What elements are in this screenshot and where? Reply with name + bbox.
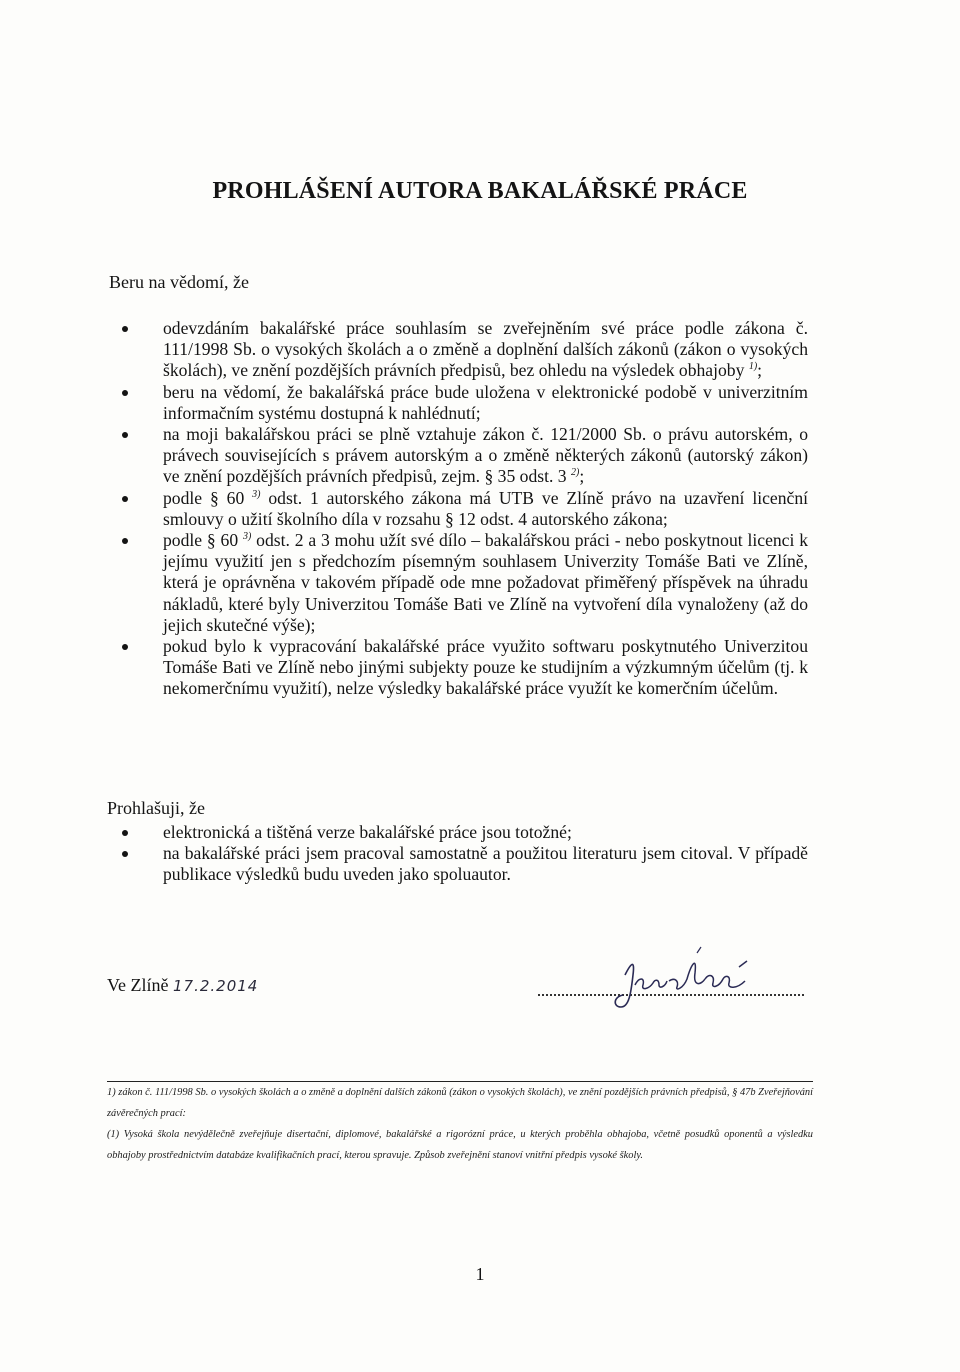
place-label: Ve Zlíně [107, 975, 169, 995]
list-item: na moji bakalářskou práci se plně vztahuje zákon č. 121/2000 Sb. o právu autorském, o právech souvisejících s právem autorským a o změně některých zákonů (autorský zákon) ve znění pozdějších právních předpisů, zejm. § 35 odst. 3 $^{2)}$; [118, 424, 808, 488]
footnote-2: (1) Vysoká škola nevýdělečně zveřejňuje disertační, diplomové, bakalářské a rigorózní práce, u kterých proběhla obhajoba, včetně posudků oponentů a výsledku obhajoby prostřednictvím databáze kvalifikačních prací, kterou spravuje. Způsob zveřejnění stanoví vnitřní předpis vysoké školy. [107, 1129, 813, 1161]
footnotes [107, 1082, 813, 1166]
list-item: na bakalářské práci jsem pracoval samostatně a použitou literaturu jsem citoval. V případě publikace výsledků budu uveden jako spoluautor. [118, 843, 808, 885]
declaration-list [118, 822, 808, 886]
list-item: podle § 60 $^{3)}$ odst. 1 autorského zákona má UTB ve Zlíně právo na uzavření licenční smlouvy o užití školního díla v rozsahu § 12 odst. 4 autorského zákona; [118, 488, 808, 530]
handwritten-date: 17.2.2014 [172, 977, 259, 995]
handwritten-signature [605, 945, 775, 1015]
page-number: 1 [475, 1264, 485, 1284]
footnote-1: 1) zákon č. 111/1998 Sb. o vysokých školách a o změně a doplnění dalších zákonů (zákon o vysokých školách), ve znění pozdějších právních předpisů, § 47b Zveřejňování závěrečných prací: [107, 1087, 813, 1119]
list-item: pokud bylo k vypracování bakalářské práce využito softwaru poskytnutého Univerzitou Tomáše Bati ve Zlíně nebo jinými subjekty pouze ke studijním a výzkumným účelům (tj. k nekomerčnímu využití), nelze výsledky bakalářské práce využít ke komerčním účelům. [118, 636, 808, 700]
list-item: beru na vědomí, že bakalářská práce bude uložena v elektronické podobě v univerzitním informačním systému dostupná k nahlédnutí; [118, 382, 808, 424]
acknowledgement-list [118, 318, 808, 700]
declaration-intro: Prohlašuji, že [107, 798, 205, 818]
list-item: odevzdáním bakalářské práce souhlasím se zveřejněním své práce podle zákona č. 111/1998 Sb. o vysokých školách a o změně a doplnění dalších zákonů (zákon o vysokých školách), ve znění pozdějších právních předpisů, bez ohledu na výsledek obhajoby $^{1)}$; [118, 318, 808, 382]
intro-text: Beru na vědomí, že [109, 272, 249, 292]
page-title: PROHLÁŠENÍ AUTORA BAKALÁŘSKÉ PRÁCE [212, 178, 748, 204]
place-and-date [107, 975, 258, 996]
list-item: elektronická a tištěná verze bakalářské práce jsou totožné; [118, 822, 808, 843]
list-item: podle § 60 $^{3)}$ odst. 2 a 3 mohu užít své dílo – bakalářskou práci - nebo poskytnout licenci k jejímu využití jen s předchozím písemným souhlasem Univerzity Tomáše Bati ve Zlíně, která je oprávněna v takovém případě ode mne požadovat přiměřený příspěvek na úhradu nákladů, které byly Univerzitou Tomáše Bati ve Zlíně na vytvoření díla vynaloženy (až do jejich skutečné výše); [118, 530, 808, 636]
